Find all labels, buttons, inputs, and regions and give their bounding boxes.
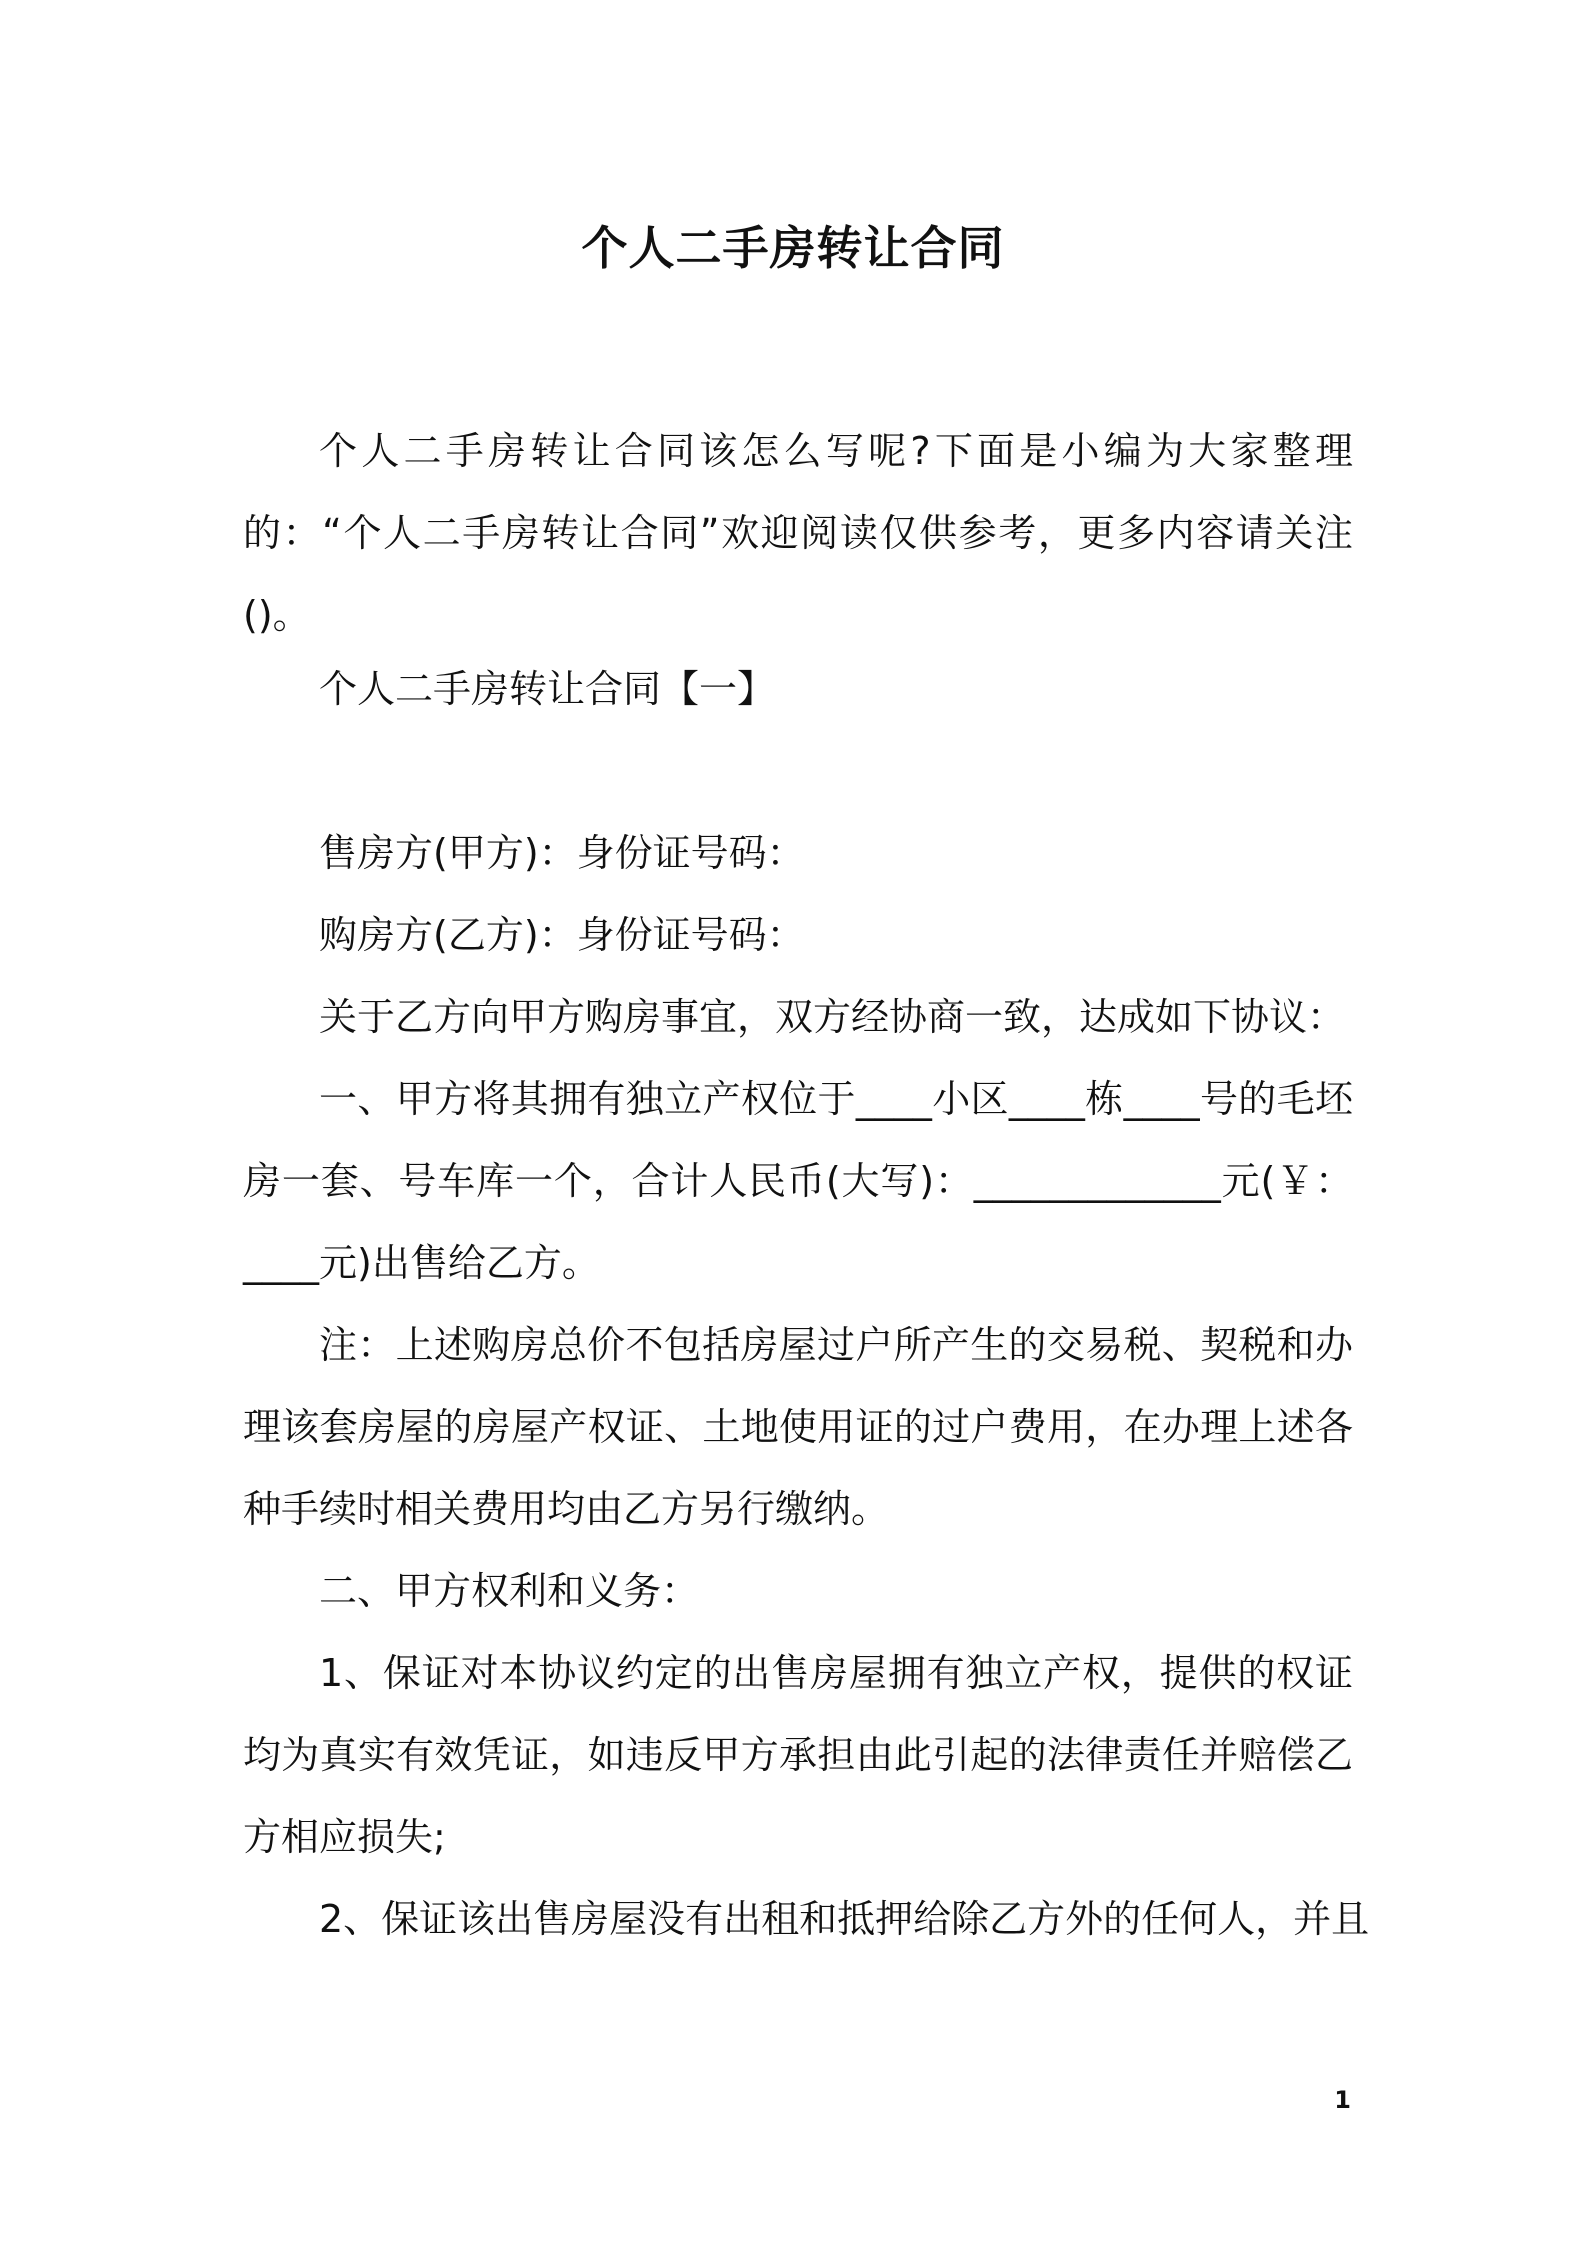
clause-two-item-1: 1、保证对本协议约定的出售房屋拥有独立产权，提供的权证均为真实有效凭证，如违反甲方承担由此引起的法律责任并赔偿乙方相应损失; [243, 1651, 1353, 1859]
clause-two-heading: 二、甲方权利和义务： [319, 1569, 700, 1613]
note-paragraph: 注：上述购房总价不包括房屋过户所产生的交易税、契税和办理该套房屋的房屋产权证、土地使用证的过户费用，在办理上述各种手续时相关费用均由乙方另行缴纳。 [243, 1323, 1353, 1531]
section-heading: 个人二手房转让合同【一】 [319, 667, 776, 711]
agreement-line: 关于乙方向甲方购房事宜，双方经协商一致，达成如下协议： [319, 995, 1346, 1039]
page-number: 1 [1334, 2086, 1351, 2114]
document-title: 个人二手房转让合同 [581, 221, 1005, 275]
buyer-line: 购房方(乙方)：身份证号码： [319, 913, 805, 957]
clause-one-paragraph: 一、甲方将其拥有独立产权位于____小区____栋____号的毛坯房一套、号车库一个，合计人民币(大写)：_____________元(￥：____元)出售给乙方。 [243, 1077, 1353, 1285]
seller-line: 售房方(甲方)：身份证号码： [319, 831, 805, 875]
intro-paragraph: 个人二手房转让合同该怎么写呢?下面是小编为大家整理的：“个人二手房转让合同”欢迎阅读仅供参考，更多内容请关注()。 [243, 429, 1353, 637]
clause-two-item-2: 2、保证该出售房屋没有出租和抵押给除乙方外的任何人，并且 [319, 1897, 1370, 1941]
